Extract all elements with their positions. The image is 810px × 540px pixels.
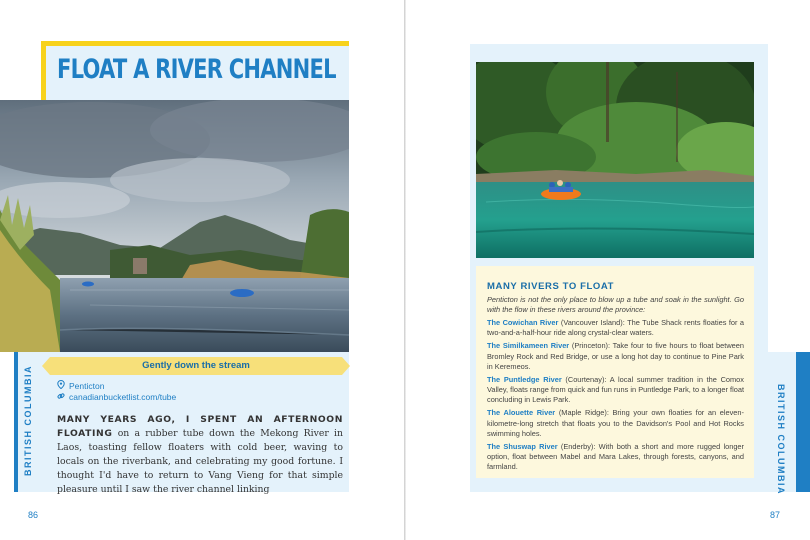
river-name: The Cowichan River — [487, 318, 559, 328]
river-description: (Vancouver Island): The Tube Shack rents floaties for a two-and-a-half-hour ride along crystal-clear waters. — [487, 318, 745, 338]
body-text — [57, 413, 343, 497]
location-pin-icon — [57, 380, 67, 391]
river-entry — [487, 375, 744, 406]
river-channel-photo — [0, 100, 349, 352]
river-description: (Princeton): Take four to five hours to float between Bromley Rock and Red Bridge, or use a long hot day to continue to Pine Park in Keremeos. — [487, 341, 744, 371]
location-text: Penticton — [69, 381, 105, 391]
river-entry — [487, 341, 744, 372]
page-number-left: 86 — [28, 510, 39, 520]
river-entry — [487, 408, 744, 439]
sidebar-intro: Penticton is not the only place to blow up a tube and soak in the sunlight. Go with the flow in these rivers around the province: — [487, 295, 744, 315]
page-title: FLOAT A RIVER CHANNEL — [57, 54, 336, 85]
body-lead: MANY YEARS AGO, I SPENT AN AFTERNOON FLOATING — [57, 414, 343, 439]
page-number-right: 87 — [770, 510, 781, 520]
banner-text: Gently down the stream — [142, 360, 250, 371]
river-name: The Shuswap River — [487, 441, 558, 451]
river-name: The Similkameen River — [487, 341, 570, 351]
body-continuation: on a rubber tube down the Mekong River in Laos, toasting fellow floaters with cold beer, waving to locals on the riverbank, and celebrating my good fortune. I thought I'd have to return to Vang Vieng for that simple pleasure until I saw the river channel linking — [57, 428, 343, 495]
region-label-left: BRITISH COLUMBIA — [23, 365, 33, 476]
location-row — [57, 380, 104, 391]
sidebar-title: MANY RIVERS TO FLOAT — [487, 281, 615, 292]
river-name: The Alouette River — [487, 408, 556, 418]
website-row[interactable] — [57, 392, 176, 402]
raft-river-photo — [476, 62, 754, 258]
region-label-right: BRITISH COLUMBIA — [776, 384, 786, 495]
side-tab-right — [796, 352, 810, 492]
river-entry — [487, 442, 744, 473]
river-description: (Courtenay): A local summer tradition in the Comox Valley, floats range from quick and fun runs in Puntledge Park, to a longer float concluding in Lewis Park. — [487, 374, 744, 405]
website-link[interactable]: canadianbucketlist.com/tube — [69, 392, 177, 402]
sidebar-body — [487, 295, 744, 475]
book-gutter — [404, 0, 406, 540]
river-description: (Enderby): With both a short and more rugged longer option, float between Mabel and Mara Lakes, through forests, canyons, and farmland. — [487, 441, 744, 472]
river-entry — [487, 318, 744, 339]
river-name: The Puntledge River — [487, 374, 562, 384]
subtitle-banner — [50, 357, 342, 375]
link-icon — [57, 392, 67, 402]
river-description: (Maple Ridge): Bring your own floaties for an eleven-kilometre-long stretch that floats you to the Davidson's Pool and Hot Rocks swimming holes. — [487, 408, 744, 438]
